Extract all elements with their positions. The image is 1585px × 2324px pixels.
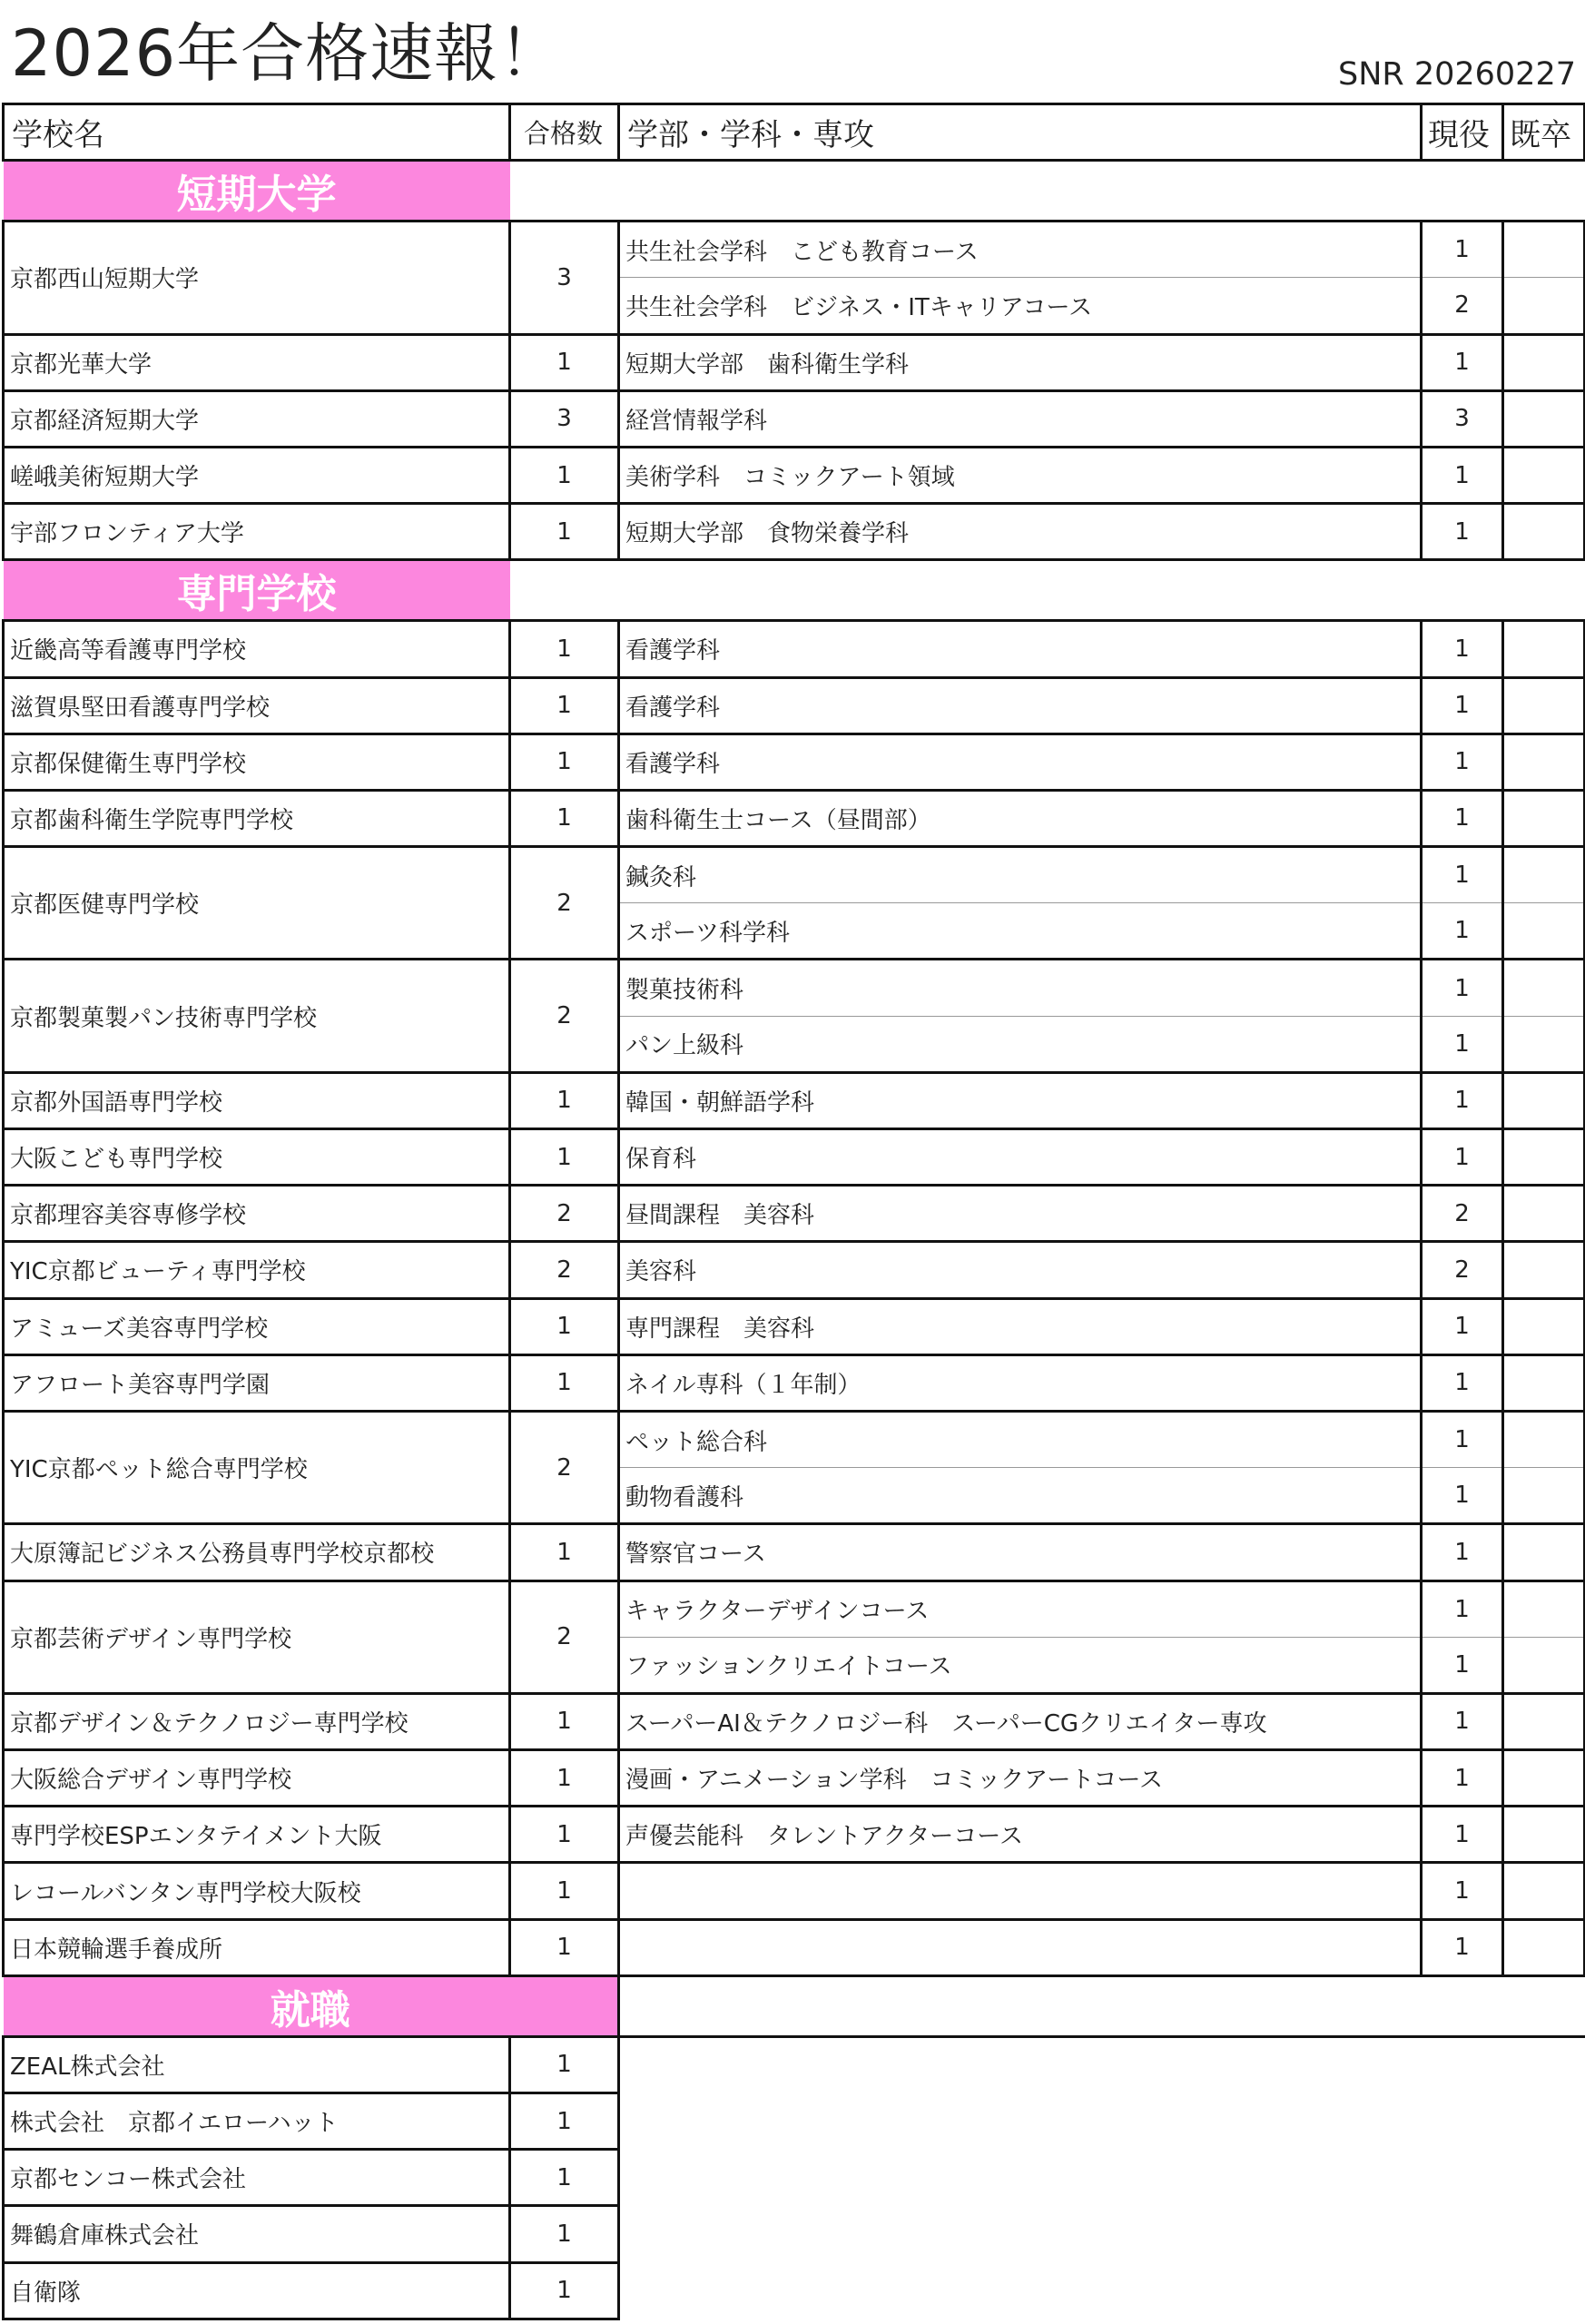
current-count: 1 [1422,734,1503,790]
department: 看護学科 [619,734,1422,790]
current-count: 1 [1422,334,1503,390]
table-row [4,2262,1585,2319]
graduate-count [1503,847,1585,903]
department: 共生社会学科 ビジネス・ITキャリアコース [619,278,1422,334]
department: ファッションクリエイトコース [619,1637,1422,1693]
blank-cell [619,2150,1585,2206]
table-row [4,1693,1585,1749]
pass-count: 1 [510,1129,619,1186]
page-title: 2026年合格速報！ [11,16,564,91]
graduate-count [1503,1807,1585,1863]
current-count: 1 [1422,447,1503,503]
pass-count: 1 [510,1863,619,1919]
blank-cell [619,2093,1585,2150]
blank-cell [619,2036,1585,2093]
table-row [4,334,1585,390]
graduate-count [1503,1637,1585,1693]
current-count: 1 [1422,1468,1503,1524]
table-row [4,1581,1585,1637]
header-current: 現役 [1422,104,1503,161]
pass-count: 1 [510,1919,619,1975]
pass-count: 1 [510,447,619,503]
current-count: 2 [1422,278,1503,334]
department: キャラクターデザインコース [619,1581,1422,1637]
current-count: 1 [1422,1129,1503,1186]
school-name: YIC京都ビューティ専門学校 [4,1242,510,1298]
blank-cell [619,2206,1585,2262]
pass-count: 2 [510,1581,619,1693]
pass-count: 1 [510,734,619,790]
pass-count: 3 [510,222,619,334]
header-dept: 学部・学科・専攻 [619,104,1422,161]
graduate-count [1503,621,1585,677]
table-row [4,1129,1585,1186]
graduate-count [1503,334,1585,390]
graduate-count [1503,790,1585,846]
graduate-count [1503,1354,1585,1411]
current-count: 1 [1422,1072,1503,1128]
pass-count: 2 [510,1186,619,1242]
pass-count: 1 [510,2150,619,2206]
current-count: 1 [1422,1807,1503,1863]
company-name: 自衛隊 [4,2262,510,2319]
current-count: 1 [1422,677,1503,734]
graduate-count [1503,1072,1585,1128]
department: 声優芸能科 タレントアクターコース [619,1807,1422,1863]
school-name: 京都芸術デザイン専門学校 [4,1581,510,1693]
table-row [4,390,1585,447]
graduate-count [1503,1693,1585,1749]
blank-cell [510,161,1585,222]
header-graduate: 既卒 [1503,104,1585,161]
current-count: 1 [1422,847,1503,903]
pass-count: 1 [510,1693,619,1749]
table-row [4,1807,1585,1863]
section-header-vocational [4,560,1585,621]
pass-count: 1 [510,2206,619,2262]
department: 美容科 [619,1242,1422,1298]
section-label: 短期大学 [4,161,510,222]
graduate-count [1503,1750,1585,1807]
school-name: 京都光華大学 [4,334,510,390]
department: 保育科 [619,1129,1422,1186]
table-row [4,222,1585,278]
current-count: 1 [1422,1354,1503,1411]
current-count: 1 [1422,1524,1503,1581]
pass-count: 1 [510,1524,619,1581]
blank-cell [619,1975,1585,2036]
table-row [4,447,1585,503]
current-count: 2 [1422,1186,1503,1242]
school-name: 日本競輪選手養成所 [4,1919,510,1975]
school-name: 大阪総合デザイン専門学校 [4,1750,510,1807]
section-label: 就職 [4,1975,619,2036]
pass-count: 2 [510,1242,619,1298]
school-name: 京都製菓製パン技術専門学校 [4,960,510,1072]
department: 漫画・アニメーション学科 コミックアートコース [619,1750,1422,1807]
graduate-count [1503,1411,1585,1467]
graduate-count [1503,1298,1585,1354]
pass-count: 1 [510,1807,619,1863]
table-row [4,504,1585,560]
current-count: 1 [1422,1016,1503,1072]
graduate-count [1503,504,1585,560]
header-row [4,104,1585,161]
table-row [4,2036,1585,2093]
graduate-count [1503,390,1585,447]
current-count: 1 [1422,903,1503,960]
table-row [4,1411,1585,1467]
department: ペット総合科 [619,1411,1422,1467]
pass-count: 2 [510,847,619,960]
school-name: 京都デザイン＆テクノロジー専門学校 [4,1693,510,1749]
table-row [4,677,1585,734]
company-name: ZEAL株式会社 [4,2036,510,2093]
current-count: 3 [1422,390,1503,447]
current-count: 1 [1422,1637,1503,1693]
graduate-count [1503,278,1585,334]
pass-count: 3 [510,390,619,447]
pass-count: 1 [510,504,619,560]
graduate-count [1503,903,1585,960]
department: 美術学科 コミックアート領域 [619,447,1422,503]
blank-cell [619,2262,1585,2319]
current-count: 1 [1422,1863,1503,1919]
current-count: 2 [1422,1242,1503,1298]
table-row [4,847,1585,903]
document-code: SNR 20260227 [1338,56,1576,93]
school-name: 京都理容美容専修学校 [4,1186,510,1242]
graduate-count [1503,1863,1585,1919]
table-row [4,1863,1585,1919]
graduate-count [1503,1016,1585,1072]
department: 看護学科 [619,621,1422,677]
pass-count: 1 [510,1298,619,1354]
table-row [4,734,1585,790]
table-row [4,1186,1585,1242]
school-name: 京都外国語専門学校 [4,1072,510,1128]
department [619,1919,1422,1975]
table-row [4,2206,1585,2262]
school-name: 滋賀県堅田看護専門学校 [4,677,510,734]
graduate-count [1503,1581,1585,1637]
blank-cell [510,560,1585,621]
school-name: 京都保健衛生専門学校 [4,734,510,790]
pass-count: 1 [510,2036,619,2093]
table-row [4,1524,1585,1581]
graduate-count [1503,1186,1585,1242]
department: 製菓技術科 [619,960,1422,1016]
results-table [2,103,1585,2320]
graduate-count [1503,1129,1585,1186]
pass-count: 1 [510,677,619,734]
pass-count: 1 [510,334,619,390]
current-count: 1 [1422,222,1503,278]
current-count: 1 [1422,1411,1503,1467]
graduate-count [1503,1919,1585,1975]
current-count: 1 [1422,504,1503,560]
school-name: アフロート美容専門学園 [4,1354,510,1411]
table-row [4,2093,1585,2150]
current-count: 1 [1422,1750,1503,1807]
header-count: 合格数 [510,104,619,161]
graduate-count [1503,1524,1585,1581]
current-count: 1 [1422,1298,1503,1354]
current-count: 1 [1422,1919,1503,1975]
table-row [4,1072,1585,1128]
department: ネイル専科（１年制） [619,1354,1422,1411]
header-school: 学校名 [4,104,510,161]
school-name: 大原簿記ビジネス公務員専門学校京都校 [4,1524,510,1581]
department: 短期大学部 歯科衛生学科 [619,334,1422,390]
company-name: 舞鶴倉庫株式会社 [4,2206,510,2262]
table-row [4,1298,1585,1354]
pass-count: 1 [510,2093,619,2150]
department: 警察官コース [619,1524,1422,1581]
school-name: 京都医健専門学校 [4,847,510,960]
current-count: 1 [1422,790,1503,846]
current-count: 1 [1422,621,1503,677]
current-count: 1 [1422,1581,1503,1637]
department: 看護学科 [619,677,1422,734]
department: 共生社会学科 こども教育コース [619,222,1422,278]
table-row [4,1919,1585,1975]
school-name: 専門学校ESPエンタテイメント大阪 [4,1807,510,1863]
department: 動物看護科 [619,1468,1422,1524]
current-count: 1 [1422,1693,1503,1749]
graduate-count [1503,447,1585,503]
table-row [4,960,1585,1016]
department: 韓国・朝鮮語学科 [619,1072,1422,1128]
table-row [4,1242,1585,1298]
department: 歯科衛生士コース（昼間部） [619,790,1422,846]
school-name: 京都歯科衛生学院専門学校 [4,790,510,846]
graduate-count [1503,734,1585,790]
department: 専門課程 美容科 [619,1298,1422,1354]
graduate-count [1503,222,1585,278]
company-name: 株式会社 京都イエローハット [4,2093,510,2150]
school-name: 京都西山短期大学 [4,222,510,334]
pass-count: 1 [510,1354,619,1411]
table-row [4,621,1585,677]
graduate-count [1503,1242,1585,1298]
table-row [4,790,1585,846]
department: 短期大学部 食物栄養学科 [619,504,1422,560]
current-count: 1 [1422,960,1503,1016]
school-name: アミューズ美容専門学校 [4,1298,510,1354]
section-label: 専門学校 [4,560,510,621]
school-name: 大阪こども専門学校 [4,1129,510,1186]
department: 昼間課程 美容科 [619,1186,1422,1242]
department [619,1863,1422,1919]
pass-count: 2 [510,1411,619,1523]
school-name: 嵯峨美術短期大学 [4,447,510,503]
school-name: 京都経済短期大学 [4,390,510,447]
school-name: 近畿高等看護専門学校 [4,621,510,677]
pass-count: 1 [510,790,619,846]
pass-count: 1 [510,621,619,677]
section-header-junior [4,161,1585,222]
department: スポーツ科学科 [619,903,1422,960]
company-name: 京都センコー株式会社 [4,2150,510,2206]
pass-count: 1 [510,1072,619,1128]
department: パン上級科 [619,1016,1422,1072]
department: スーパーAI＆テクノロジー科 スーパーCGクリエイター専攻 [619,1693,1422,1749]
graduate-count [1503,960,1585,1016]
section-header-employment [4,1975,1585,2036]
graduate-count [1503,1468,1585,1524]
school-name: レコールバンタン専門学校大阪校 [4,1863,510,1919]
department: 経営情報学科 [619,390,1422,447]
pass-count: 2 [510,960,619,1072]
table-row [4,1354,1585,1411]
table-row [4,1750,1585,1807]
school-name: 宇部フロンティア大学 [4,504,510,560]
pass-count: 1 [510,2262,619,2319]
pass-count: 1 [510,1750,619,1807]
school-name: YIC京都ペット総合専門学校 [4,1411,510,1523]
graduate-count [1503,677,1585,734]
department: 鍼灸科 [619,847,1422,903]
table-row [4,2150,1585,2206]
